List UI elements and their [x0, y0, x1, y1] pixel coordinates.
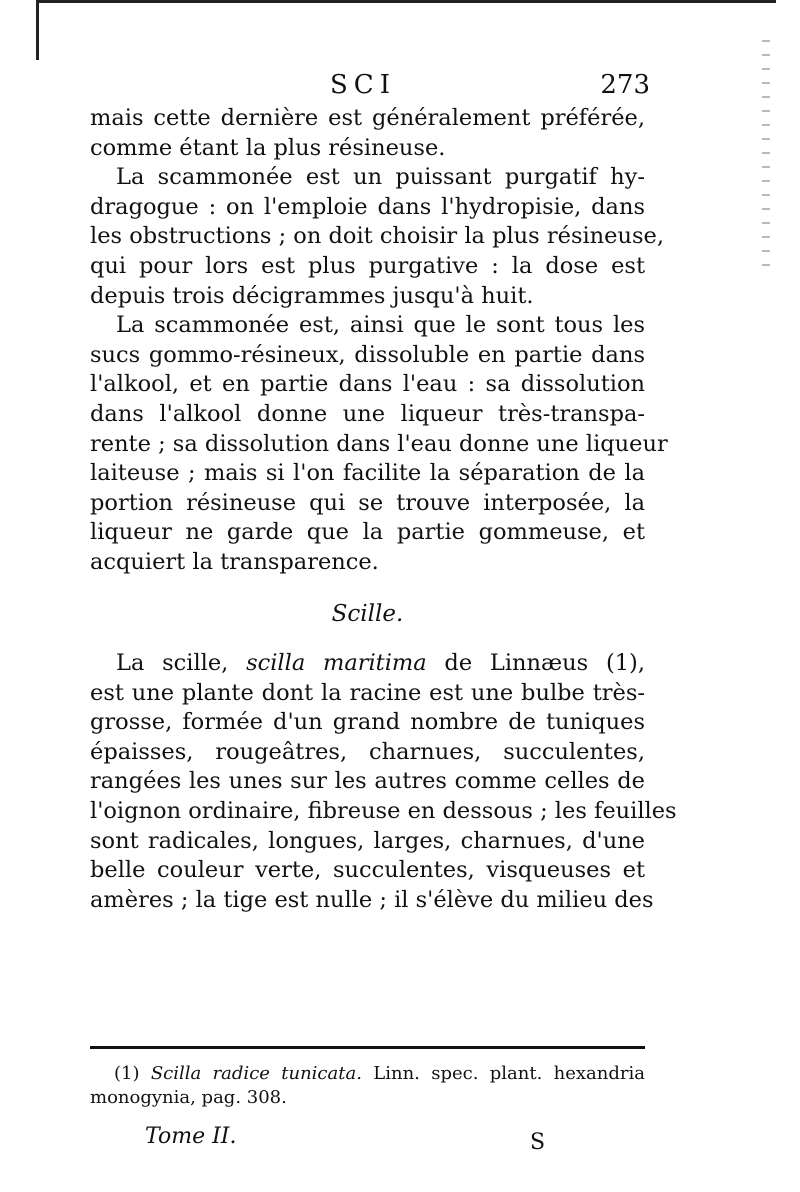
- text-line: La scammonée est, ainsi que le sont tous les: [116, 312, 645, 339]
- text-line: épaisses, rougeâtres, charnues, succulentes,: [90, 738, 645, 765]
- footnote-italic: Scilla radice tunicata.: [150, 1063, 362, 1084]
- species-name: scilla maritima: [246, 650, 427, 677]
- text-line: liqueur ne garde que la partie gommeuse, et: [90, 519, 645, 546]
- text-line: sont radicales, longues, larges, charnues, d'une: [90, 827, 645, 854]
- text-line: dragogue : on l'emploie dans l'hydropisie, dans: [90, 193, 645, 220]
- section-heading: Scille.: [331, 600, 404, 627]
- text-line: depuis trois décigrammes jusqu'à huit.: [90, 282, 534, 309]
- text-line: est une plante dont la racine est une bulbe très-: [90, 679, 645, 706]
- footnote-marker: (1): [114, 1063, 151, 1084]
- paragraph-continuation: [90, 104, 645, 163]
- footnote-rule: [90, 1046, 645, 1049]
- text-line: [90, 649, 645, 679]
- text-line: dans l'alkool donne une liqueur très-transpa-: [90, 400, 645, 427]
- margin-dot-marks: [762, 40, 770, 270]
- text-line: rangées les unes sur les autres comme celles de: [90, 768, 645, 795]
- footnote: [90, 1062, 645, 1110]
- text-run: de Linnæus (1),: [426, 650, 645, 677]
- footnote-text: Linn. spec. plant. hexandria: [361, 1063, 645, 1084]
- paragraph-scammonee-dissolution: [90, 311, 668, 577]
- page-frame-left-edge: [36, 0, 39, 60]
- page-frame-top-edge: [36, 0, 776, 3]
- text-line: l'alkool, et en partie dans l'eau : sa dissolution: [90, 371, 645, 398]
- text-line: portion résineuse qui se trouve interposée, la: [90, 489, 645, 516]
- text-line: sucs gommo-résineux, dissoluble en partie dans: [90, 341, 645, 368]
- text-line: belle couleur verte, succulentes, visqueuses et: [90, 857, 645, 884]
- text-line: comme étant la plus résineuse.: [90, 134, 446, 161]
- text-run: La scille,: [116, 650, 247, 677]
- page-footer: [90, 1124, 645, 1160]
- text-line: acquiert la transparence.: [90, 548, 379, 575]
- text-line: mais cette dernière est généralement préférée,: [90, 105, 645, 131]
- text-line: grosse, formée d'un grand nombre de tuniques: [90, 709, 645, 736]
- body-text: [90, 104, 677, 915]
- running-head: SCI: [330, 70, 396, 100]
- paragraph-scammonee-use: [90, 163, 664, 311]
- text-line: rente ; sa dissolution dans l'eau donne une liqueur: [90, 430, 668, 457]
- text-line: qui pour lors est plus purgative : la dose est: [90, 252, 645, 279]
- text-line: les obstructions ; on doit choisir la plus résineuse,: [90, 223, 664, 250]
- text-line: amères ; la tige est nulle ; il s'élève du milieu des: [90, 886, 654, 913]
- footnote-line: monogynia, pag. 308.: [90, 1087, 287, 1108]
- footnote-line: [90, 1062, 645, 1086]
- page-number: 273: [600, 70, 650, 100]
- text-line: La scammonée est un puissant purgatif hy-: [116, 164, 645, 191]
- signature-mark: S: [530, 1130, 546, 1155]
- volume-label: Tome II.: [145, 1124, 237, 1149]
- text-line: l'oignon ordinaire, fibreuse en dessous ; les feuilles: [90, 798, 677, 825]
- text-line: laiteuse ; mais si l'on facilite la séparation de la: [90, 460, 645, 487]
- page-header: [90, 70, 650, 106]
- paragraph-scille: [90, 649, 677, 915]
